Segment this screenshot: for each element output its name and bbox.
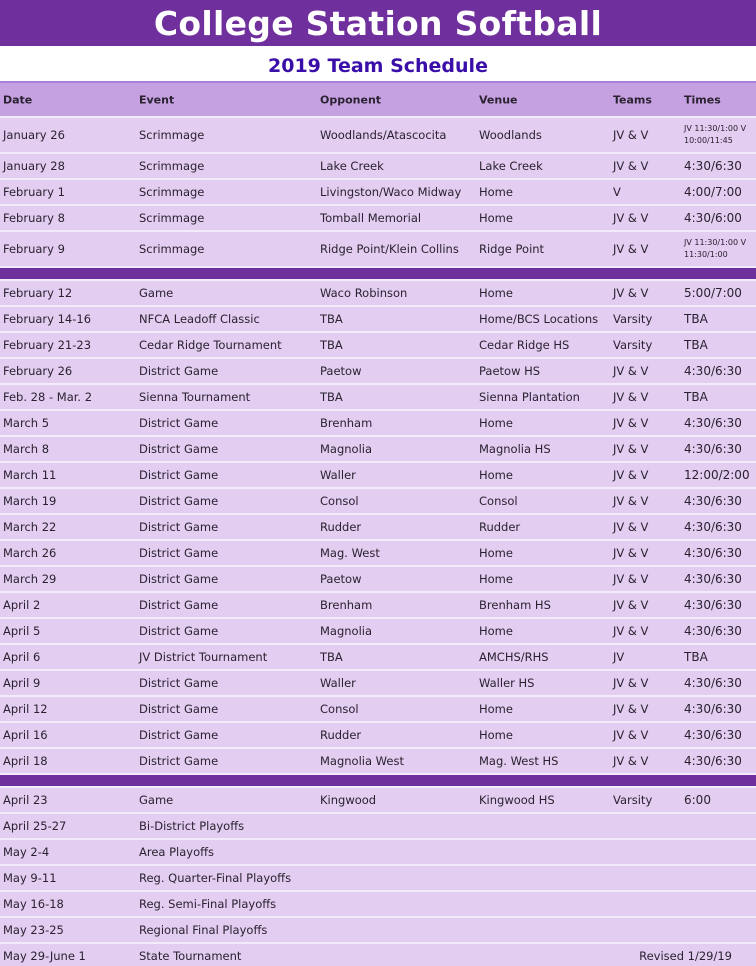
date-cell: May 23-25	[3, 923, 64, 937]
page-subtitle: 2019 Team Schedule	[0, 46, 756, 81]
times-cell: 4:30/6:30	[684, 494, 742, 508]
date-cell: May 9-11	[3, 871, 57, 885]
times-cell: 5:00/7:00	[684, 286, 742, 300]
times-cell: 4:30/6:30	[684, 416, 742, 430]
event-cell: District Game	[139, 442, 219, 456]
teams-cell: JV	[613, 650, 625, 664]
event-cell: Area Playoffs	[139, 845, 215, 859]
table-row	[0, 281, 756, 307]
times-cell: TBA	[684, 312, 708, 326]
date-cell: March 11	[3, 468, 57, 482]
teams-cell: JV & V	[613, 242, 649, 256]
times-cell: 4:30/6:30	[684, 364, 742, 378]
teams-cell: JV & V	[613, 598, 649, 612]
event-cell: Scrimmage	[139, 185, 205, 199]
table-row	[0, 489, 756, 515]
teams-cell: JV & V	[613, 676, 649, 690]
venue-cell: Home	[479, 416, 513, 430]
column-header-teams: Teams	[613, 93, 652, 106]
date-cell: January 26	[3, 128, 65, 142]
event-cell: NFCA Leadoff Classic	[139, 312, 260, 326]
date-cell: Feb. 28 - Mar. 2	[3, 390, 93, 404]
column-header-times: Times	[684, 93, 721, 106]
times-cell: TBA	[684, 650, 708, 664]
teams-cell: JV & V	[613, 624, 649, 638]
teams-cell: JV & V	[613, 211, 649, 225]
date-cell: April 6	[3, 650, 41, 664]
date-cell: February 26	[3, 364, 73, 378]
times-line-1: JV 11:30/1:00 V	[684, 238, 747, 247]
teams-cell: JV & V	[613, 520, 649, 534]
venue-cell: Home	[479, 546, 513, 560]
section-separator	[0, 775, 756, 788]
event-cell: District Game	[139, 598, 219, 612]
column-header-date: Date	[3, 93, 33, 106]
section-separator	[0, 268, 756, 281]
venue-cell: Home	[479, 468, 513, 482]
revised-date: Revised 1/29/19	[639, 949, 732, 963]
opponent-cell: Lake Creek	[320, 159, 384, 173]
times-cell: 4:30/6:30	[684, 159, 742, 173]
table-row	[0, 463, 756, 489]
event-cell: JV District Tournament	[139, 650, 268, 664]
opponent-cell: Kingwood	[320, 793, 377, 807]
date-cell: March 22	[3, 520, 57, 534]
date-cell: April 16	[3, 728, 48, 742]
column-header-event: Event	[139, 93, 175, 106]
table-row	[0, 541, 756, 567]
venue-cell: Home	[479, 572, 513, 586]
venue-cell: Home	[479, 211, 513, 225]
venue-cell: Mag. West HS	[479, 754, 559, 768]
event-cell: District Game	[139, 754, 219, 768]
venue-cell: Home	[479, 286, 513, 300]
event-cell: Game	[139, 286, 174, 300]
teams-cell: JV & V	[613, 468, 649, 482]
postseason-section	[0, 788, 756, 966]
table-row	[0, 307, 756, 333]
teams-cell: Varsity	[613, 793, 653, 807]
table-row	[0, 206, 756, 232]
event-cell: District Game	[139, 520, 219, 534]
table-row	[0, 359, 756, 385]
table-row	[0, 567, 756, 593]
event-cell: Sienna Tournament	[139, 390, 251, 404]
venue-cell: Woodlands	[479, 128, 542, 142]
date-cell: February 12	[3, 286, 73, 300]
times-cell: 4:30/6:00	[684, 211, 742, 225]
date-cell: April 25-27	[3, 819, 67, 833]
table-row	[0, 154, 756, 180]
times-cell: 4:00/7:00	[684, 185, 742, 199]
opponent-cell: Magnolia West	[320, 754, 404, 768]
times-cell: TBA	[684, 338, 708, 352]
date-cell: March 29	[3, 572, 57, 586]
times-cell: 4:30/6:30	[684, 702, 742, 716]
venue-cell: Cedar Ridge HS	[479, 338, 570, 352]
times-cell: 4:30/6:30	[684, 546, 742, 560]
teams-cell: JV & V	[613, 442, 649, 456]
event-cell: District Game	[139, 702, 219, 716]
event-cell: Game	[139, 793, 174, 807]
times-cell: 4:30/6:30	[684, 676, 742, 690]
event-cell: District Game	[139, 494, 219, 508]
opponent-cell: Paetow	[320, 364, 362, 378]
event-cell: District Game	[139, 546, 219, 560]
event-cell: State Tournament	[139, 949, 242, 963]
table-row	[0, 118, 756, 154]
table-row	[0, 671, 756, 697]
opponent-cell: Magnolia	[320, 442, 373, 456]
table-row	[0, 866, 756, 892]
times-cell: 4:30/6:30	[684, 520, 742, 534]
event-cell: Reg. Semi-Final Playoffs	[139, 897, 277, 911]
opponent-cell: Woodlands/Atascocita	[320, 128, 447, 142]
venue-cell: Home	[479, 624, 513, 638]
table-row	[0, 749, 756, 775]
event-cell: District Game	[139, 468, 219, 482]
times-line-1: JV 11:30/1:00 V	[684, 124, 747, 133]
opponent-cell: Mag. West	[320, 546, 380, 560]
date-cell: March 5	[3, 416, 50, 430]
table-row	[0, 645, 756, 671]
event-cell: Scrimmage	[139, 128, 205, 142]
opponent-cell: TBA	[320, 338, 343, 352]
opponent-cell: Rudder	[320, 520, 362, 534]
times-cell: 4:30/6:30	[684, 598, 742, 612]
opponent-cell: Brenham	[320, 416, 373, 430]
times-cell: 4:30/6:30	[684, 728, 742, 742]
date-cell: March 8	[3, 442, 50, 456]
event-cell: District Game	[139, 624, 219, 638]
event-cell: Scrimmage	[139, 159, 205, 173]
opponent-cell: Paetow	[320, 572, 362, 586]
table-row	[0, 619, 756, 645]
date-cell: February 1	[3, 185, 65, 199]
scrimmage-section	[0, 118, 756, 268]
times-cell: 4:30/6:30	[684, 624, 742, 638]
venue-cell: Sienna Plantation	[479, 390, 580, 404]
event-cell: District Game	[139, 364, 219, 378]
table-row	[0, 944, 756, 966]
event-cell: Scrimmage	[139, 211, 205, 225]
table-row	[0, 437, 756, 463]
date-cell: April 12	[3, 702, 48, 716]
opponent-cell: Consol	[320, 494, 359, 508]
event-cell: Regional Final Playoffs	[139, 923, 268, 937]
venue-cell: Magnolia HS	[479, 442, 551, 456]
date-cell: February 9	[3, 242, 65, 256]
date-cell: May 16-18	[3, 897, 64, 911]
venue-cell: Home	[479, 185, 513, 199]
opponent-cell: TBA	[320, 312, 343, 326]
table-row	[0, 814, 756, 840]
times-cell: 4:30/6:30	[684, 442, 742, 456]
opponent-cell: Tomball Memorial	[320, 211, 422, 225]
venue-cell: Kingwood HS	[479, 793, 555, 807]
table-row	[0, 515, 756, 541]
table-row	[0, 593, 756, 619]
opponent-cell: Waller	[320, 676, 356, 690]
column-header-opponent: Opponent	[320, 93, 382, 106]
teams-cell: JV & V	[613, 416, 649, 430]
date-cell: February 14-16	[3, 312, 92, 326]
times-cell: TBA	[684, 390, 708, 404]
event-cell: Bi-District Playoffs	[139, 819, 245, 833]
regular-season-section	[0, 281, 756, 775]
teams-cell: JV & V	[613, 128, 649, 142]
venue-cell: Brenham HS	[479, 598, 551, 612]
table-row	[0, 385, 756, 411]
venue-cell: Ridge Point	[479, 242, 545, 256]
event-cell: District Game	[139, 416, 219, 430]
table-row	[0, 232, 756, 268]
table-row	[0, 411, 756, 437]
opponent-cell: TBA	[320, 650, 343, 664]
date-cell: March 19	[3, 494, 57, 508]
times-line-2: 11:30/1:00	[684, 250, 728, 259]
event-cell: Cedar Ridge Tournament	[139, 338, 282, 352]
date-cell: March 26	[3, 546, 57, 560]
teams-cell: JV & V	[613, 546, 649, 560]
date-cell: April 23	[3, 793, 48, 807]
table-row	[0, 892, 756, 918]
teams-cell: Varsity	[613, 312, 653, 326]
venue-cell: Lake Creek	[479, 159, 543, 173]
teams-cell: JV & V	[613, 364, 649, 378]
table-row	[0, 840, 756, 866]
times-cell	[684, 237, 746, 261]
opponent-cell: Waco Robinson	[320, 286, 408, 300]
event-cell: District Game	[139, 728, 219, 742]
venue-cell: Consol	[479, 494, 518, 508]
opponent-cell: Rudder	[320, 728, 362, 742]
opponent-cell: TBA	[320, 390, 343, 404]
venue-cell: Waller HS	[479, 676, 535, 690]
teams-cell: JV & V	[613, 572, 649, 586]
opponent-cell: Ridge Point/Klein Collins	[320, 242, 459, 256]
opponent-cell: Brenham	[320, 598, 373, 612]
event-cell: District Game	[139, 572, 219, 586]
venue-cell: Home	[479, 728, 513, 742]
date-cell: April 18	[3, 754, 48, 768]
table-row	[0, 697, 756, 723]
date-cell: February 21-23	[3, 338, 92, 352]
table-row	[0, 723, 756, 749]
venue-cell: Paetow HS	[479, 364, 541, 378]
teams-cell: JV & V	[613, 754, 649, 768]
date-cell: April 9	[3, 676, 41, 690]
event-cell: Scrimmage	[139, 242, 205, 256]
teams-cell: JV & V	[613, 390, 649, 404]
page-title: College Station Softball	[0, 0, 756, 46]
table-row	[0, 788, 756, 814]
times-cell	[684, 123, 746, 147]
table-row	[0, 180, 756, 206]
date-cell: April 2	[3, 598, 41, 612]
opponent-cell: Livingston/Waco Midway	[320, 185, 462, 199]
date-cell: May 29-June 1	[3, 949, 86, 963]
table-row	[0, 918, 756, 944]
venue-cell: Home	[479, 702, 513, 716]
teams-cell: JV & V	[613, 286, 649, 300]
opponent-cell: Waller	[320, 468, 356, 482]
venue-cell: Rudder	[479, 520, 521, 534]
teams-cell: JV & V	[613, 702, 649, 716]
teams-cell: Varsity	[613, 338, 653, 352]
teams-cell: JV & V	[613, 494, 649, 508]
date-cell: January 28	[3, 159, 65, 173]
column-header-venue: Venue	[479, 93, 518, 106]
times-cell: 4:30/6:30	[684, 572, 742, 586]
event-cell: Reg. Quarter-Final Playoffs	[139, 871, 292, 885]
date-cell: May 2-4	[3, 845, 50, 859]
teams-cell: V	[613, 185, 621, 199]
times-cell: 6:00	[684, 793, 711, 807]
table-row	[0, 333, 756, 359]
table-header-row	[0, 83, 756, 118]
opponent-cell: Magnolia	[320, 624, 373, 638]
teams-cell: JV & V	[613, 728, 649, 742]
opponent-cell: Consol	[320, 702, 359, 716]
times-cell: 4:30/6:30	[684, 754, 742, 768]
date-cell: February 8	[3, 211, 65, 225]
times-cell: 12:00/2:00	[684, 468, 750, 482]
venue-cell: Home/BCS Locations	[479, 312, 599, 326]
event-cell: District Game	[139, 676, 219, 690]
times-line-2: 10:00/11:45	[684, 136, 733, 145]
date-cell: April 5	[3, 624, 41, 638]
teams-cell: JV & V	[613, 159, 649, 173]
venue-cell: AMCHS/RHS	[479, 650, 549, 664]
